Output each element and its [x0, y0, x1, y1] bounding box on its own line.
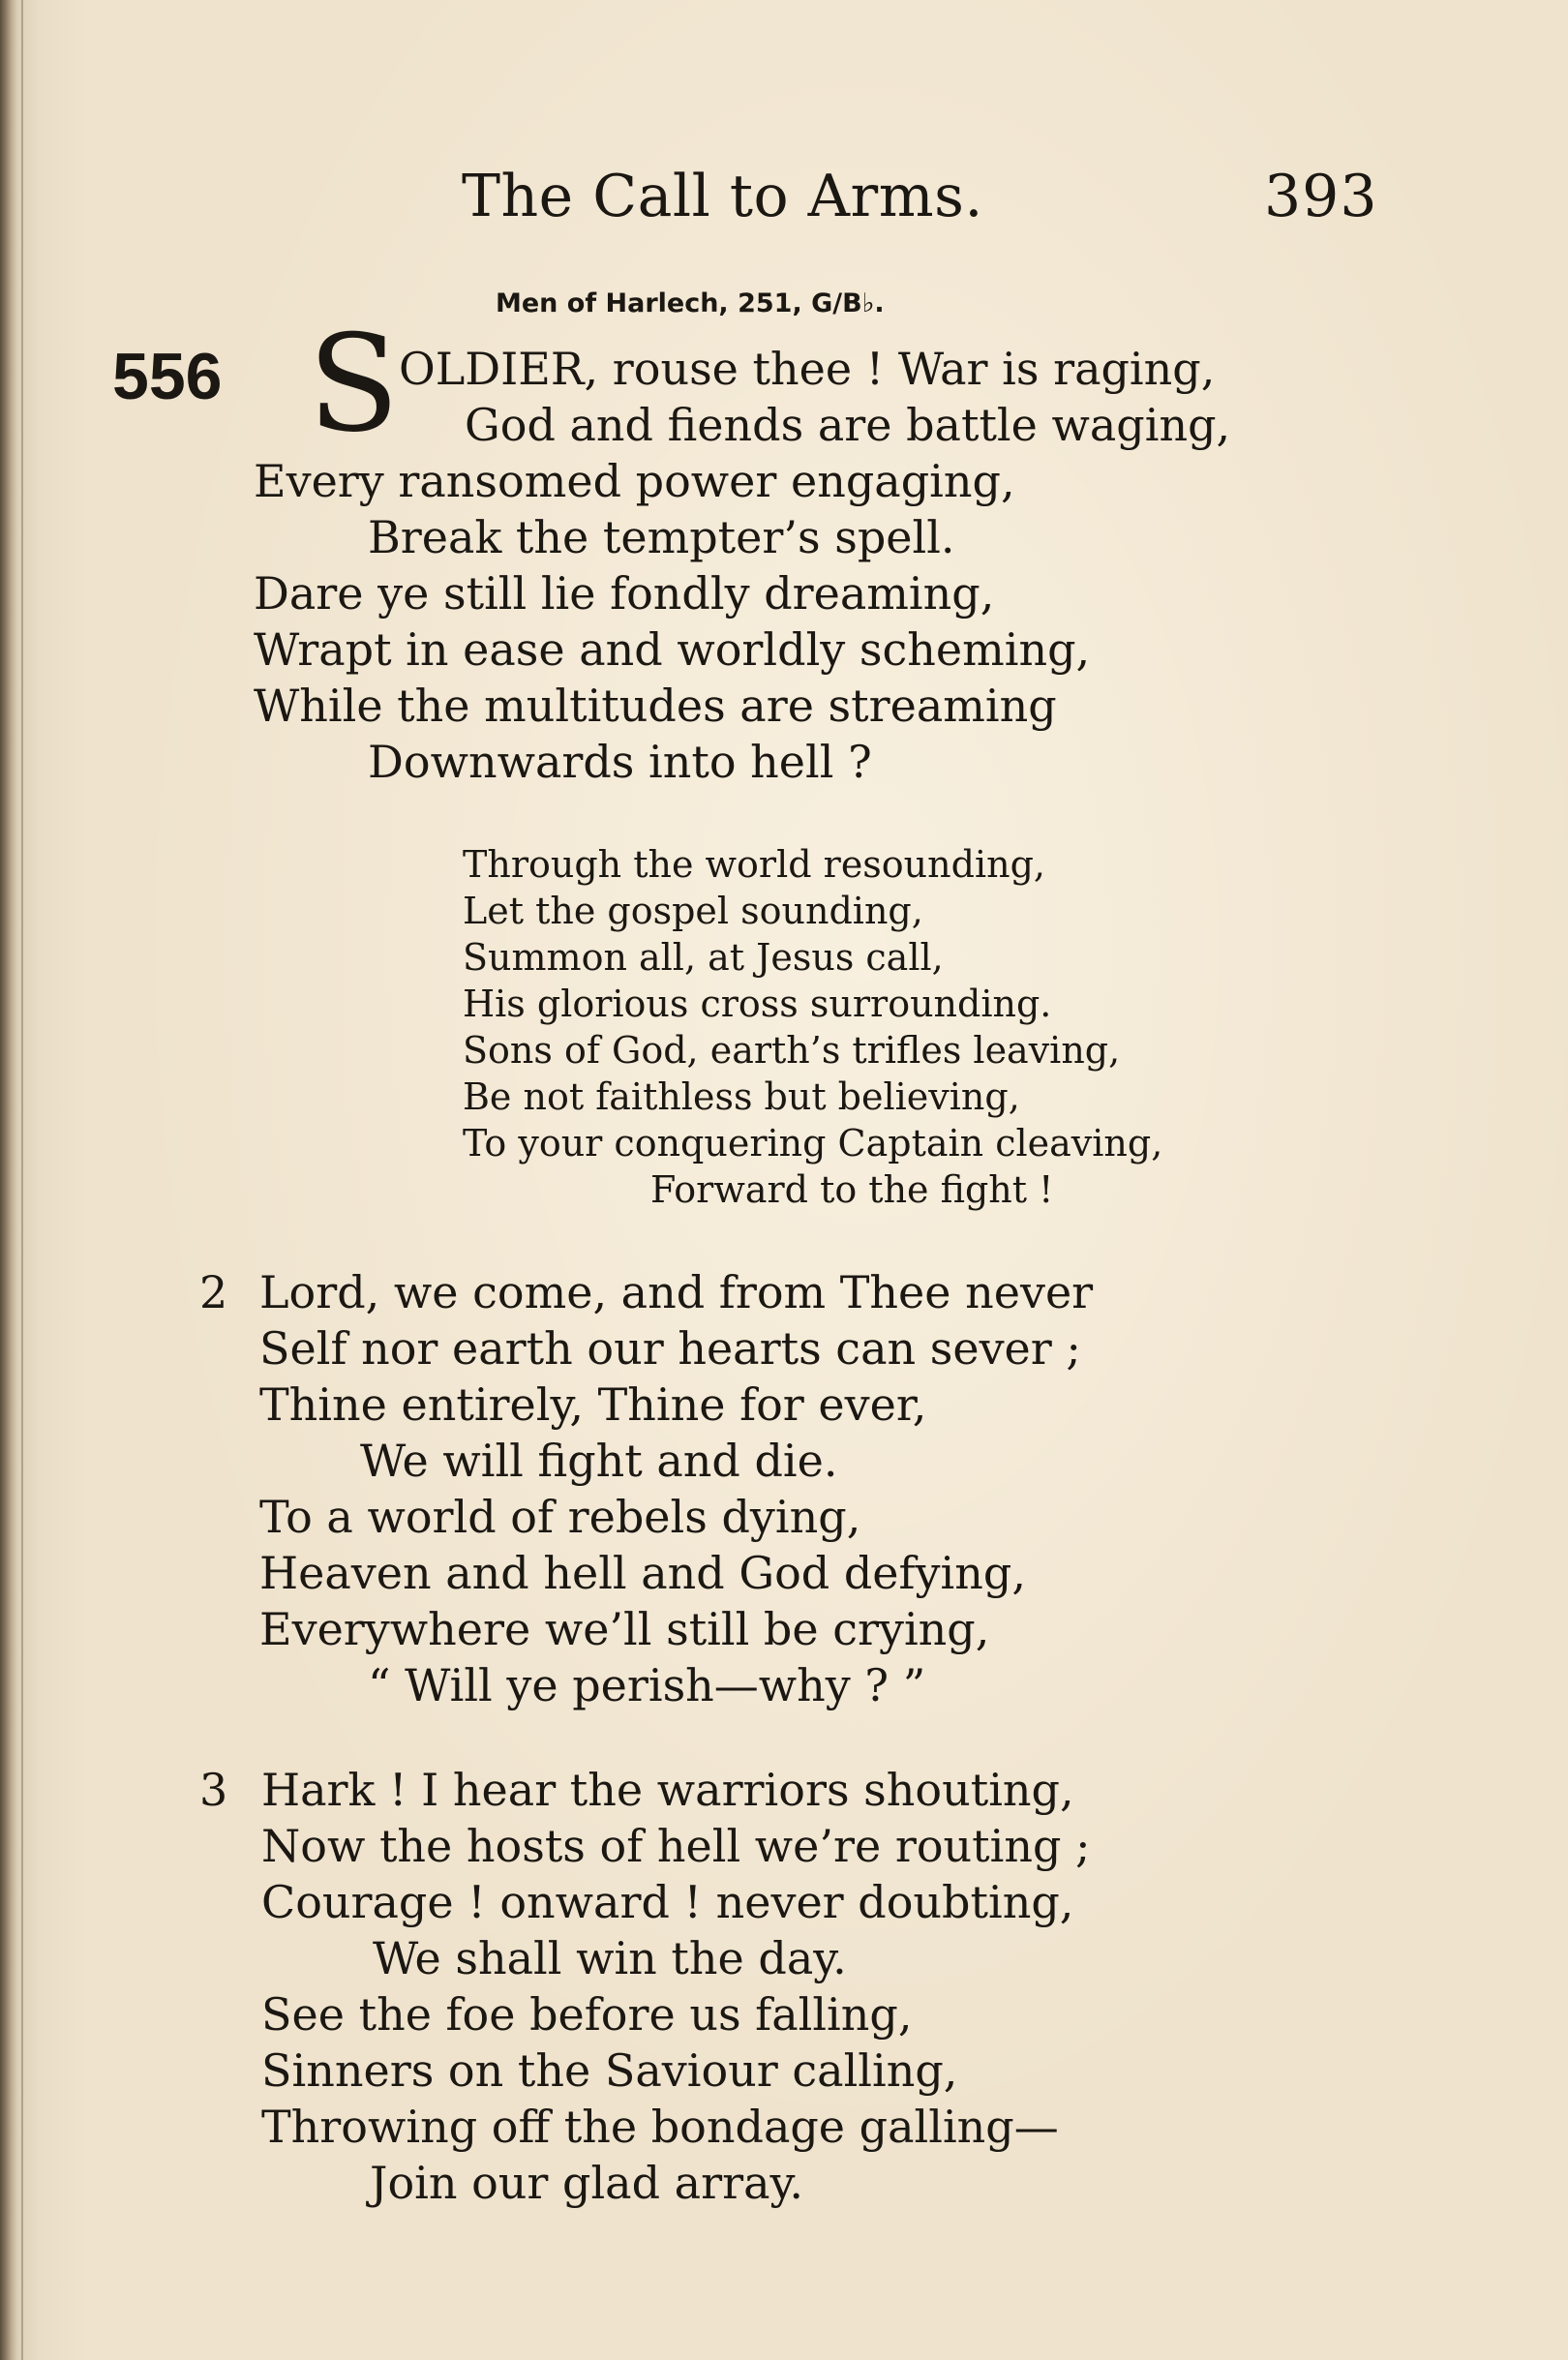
verse-line: Self nor earth our hearts can sever ;: [259, 1322, 1081, 1375]
chorus-line: Sons of God, earth’s trifles leaving,: [463, 1029, 1121, 1072]
verse-line: Throwing off the bondage galling—: [261, 2101, 1059, 2153]
verse-line: Lord, we come, and from Thee never: [259, 1266, 1094, 1318]
verse-line: We will fight and die.: [360, 1435, 838, 1487]
verse-number: 3: [199, 1764, 228, 1816]
verse-number: 2: [199, 1266, 228, 1318]
drop-cap-initial: S: [308, 306, 400, 462]
verse-line: Dare ye still lie fondly dreaming,: [254, 567, 995, 620]
verse-line: Join our glad array.: [370, 2157, 804, 2209]
chorus-line: Let the gospel sounding,: [463, 890, 923, 932]
verse-line: Every ransomed power engaging,: [254, 455, 1015, 507]
verse-line: Wrapt in ease and worldly scheming,: [254, 623, 1091, 676]
verse-line: Courage ! onward ! never doubting,: [261, 1876, 1074, 1928]
chorus-line: Summon all, at Jesus call,: [463, 936, 944, 979]
verse-line: Hark ! I hear the warriors shouting,: [261, 1764, 1074, 1816]
verse-line: While the multitudes are streaming: [254, 680, 1057, 732]
chorus-line: To your conquering Captain cleaving,: [463, 1122, 1163, 1165]
verse-line: We shall win the day.: [373, 1932, 847, 1984]
hymn-number: 556: [112, 340, 223, 413]
verse-line: Break the tempter’s spell.: [368, 511, 955, 563]
verse-line: Sinners on the Saviour calling,: [261, 2044, 958, 2097]
verse-line: “ Will ye perish—why ? ”: [368, 1659, 926, 1711]
verse-line: Now the hosts of hell we’re routing ;: [261, 1820, 1091, 1872]
chorus-line: His glorious cross surrounding.: [463, 983, 1052, 1025]
verse-line: Downwards into hell ?: [368, 736, 872, 788]
page-binding-shadow: [21, 0, 23, 2360]
page-header: [0, 163, 1568, 240]
verse-line: Thine entirely, Thine for ever,: [259, 1378, 927, 1431]
tune-reference: Men of Harlech, 251, G/B♭.: [496, 288, 885, 318]
verse-line: Everywhere we’ll still be crying,: [259, 1603, 990, 1655]
running-title: The Call to Arms.: [462, 163, 983, 230]
chorus-line: Forward to the fight !: [650, 1168, 1054, 1211]
verse-line: Heaven and hell and God defying,: [259, 1547, 1026, 1599]
page-binding-edge: [0, 0, 17, 2360]
verse-line: To a world of rebels dying,: [259, 1491, 861, 1543]
verse-line: See the foe before us falling,: [261, 1988, 913, 2041]
verse-line: God and fiends are battle waging,: [465, 399, 1231, 451]
verse-line: OLDIER, rouse thee ! War is raging,: [399, 343, 1216, 395]
chorus-line: Be not faithless but believing,: [463, 1075, 1020, 1118]
chorus-line: Through the world resounding,: [463, 843, 1045, 886]
page-number: 393: [1264, 163, 1378, 230]
